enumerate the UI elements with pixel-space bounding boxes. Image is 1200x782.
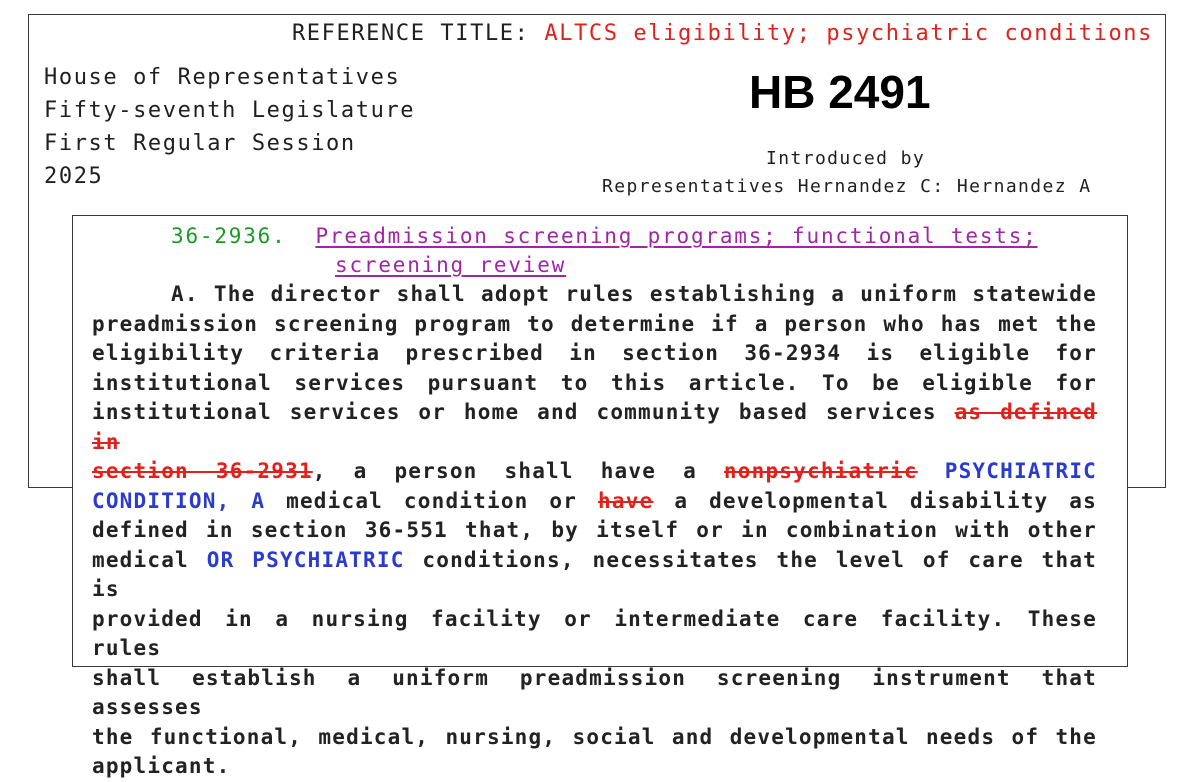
body-line: [92, 398, 1097, 457]
body-line: institutional services pursuant to this article. To be eligible for: [92, 370, 1097, 395]
deleted-text: nonpsychiatric: [723, 459, 918, 483]
body-line: provided in a nursing facility or intermediate care facility. These rules: [92, 606, 1097, 660]
body-line: the functional, medical, nursing, social and developmental needs of the: [92, 724, 1097, 749]
body-text-run: , a person shall have a: [312, 459, 724, 483]
bill-number: HB 2491: [749, 66, 931, 118]
legislature-name: Fifty-seventh Legislature: [44, 98, 416, 123]
body-line: preadmission screening program to determine if a person who has met the: [92, 311, 1097, 336]
body-text-run: conditions, necessitates the level of care that is: [92, 547, 1098, 601]
section-number: 36-2936.: [171, 224, 287, 248]
section-body: [92, 280, 1097, 782]
deleted-text: section 36-2931: [92, 459, 313, 483]
body-text-run: institutional services or home and community based services: [92, 400, 955, 424]
chamber-name: House of Representatives: [44, 65, 401, 90]
deleted-text: as defined in: [92, 400, 1097, 454]
section-heading-line1: [171, 224, 1038, 248]
chamber-block: [44, 61, 415, 193]
reference-title-text: ALTCS eligibility; psychiatric conditions: [544, 21, 1153, 46]
reference-title-label: REFERENCE TITLE:: [291, 21, 530, 46]
body-line: eligibility criteria prescribed in section 36-2934 is eligible for: [92, 341, 1097, 365]
body-text-run: medical: [92, 547, 207, 572]
body-text-run: medical condition or: [265, 488, 599, 513]
body-line: [92, 487, 1097, 517]
section-title-line2: screening review: [335, 253, 567, 277]
session-year: 2025: [44, 164, 104, 189]
body-text-run: a developmental disability as: [653, 488, 1097, 513]
sponsors: Representatives Hernandez C: Hernandez A: [602, 176, 1092, 197]
body-line: [92, 546, 1097, 605]
body-line: A. The director shall adopt rules establishing a uniform statewide: [171, 282, 1097, 306]
section-heading-line2: [335, 253, 566, 277]
deleted-text: have: [598, 488, 654, 513]
section-title-line1: Preadmission screening programs; functional tests;: [315, 224, 1038, 248]
inserted-text: OR PSYCHIATRIC: [206, 547, 405, 572]
body-line: [92, 457, 1097, 487]
inserted-text: PSYCHIATRIC: [944, 459, 1098, 483]
body-line: applicant.: [92, 754, 231, 778]
session-name: First Regular Session: [44, 131, 356, 156]
introduced-by-label: Introduced by: [766, 148, 926, 169]
reference-title: [292, 21, 1153, 46]
body-line: shall establish a uniform preadmission screening instrument that assesses: [92, 665, 1097, 719]
inserted-text: CONDITION, A: [92, 488, 266, 513]
statute-excerpt-card: [72, 215, 1128, 778]
body-line: defined in section 36-551 that, by itself or in combination with other: [92, 518, 1097, 542]
